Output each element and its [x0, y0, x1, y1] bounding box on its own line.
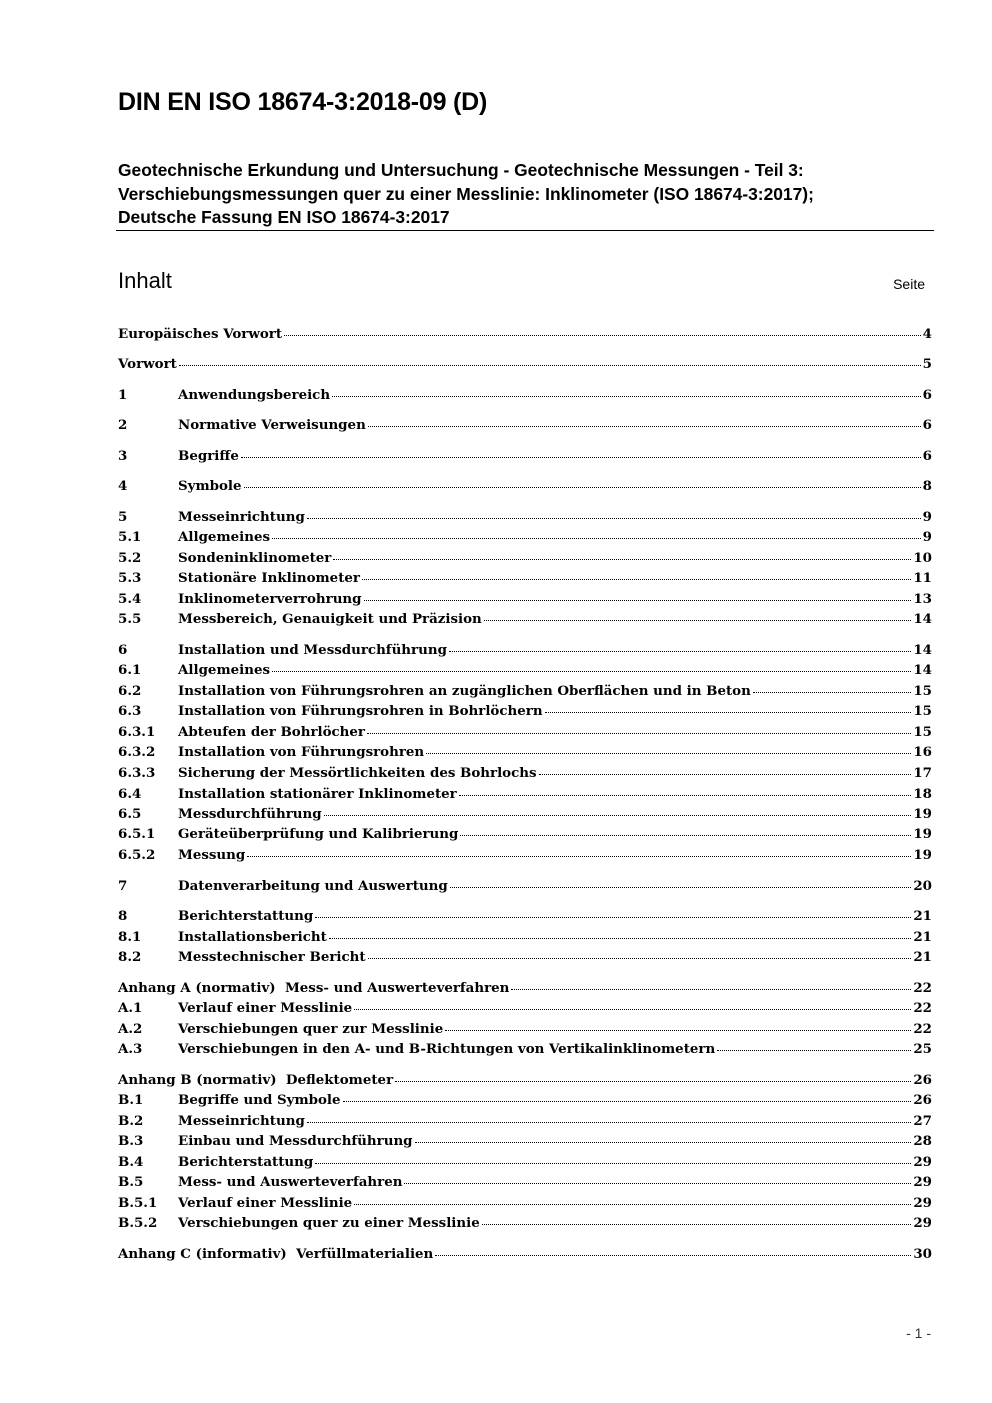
toc-leader-dots — [324, 815, 912, 816]
toc-entry-number: 6.2 — [118, 683, 142, 699]
toc-entry-text: Messung — [178, 847, 246, 863]
toc-entry-page: 6 — [922, 417, 932, 433]
toc-entry[interactable] — [118, 806, 932, 826]
toc-entry-text: Anwendungsbereich — [178, 387, 331, 403]
toc-entry-number: 2 — [118, 417, 128, 433]
subtitle-line: Deutsche Fassung EN ISO 18674-3:2017 — [118, 207, 450, 227]
toc-entry-text: Installation und Messdurchführung — [178, 642, 447, 658]
toc-entry-text: Begriffe — [178, 448, 239, 464]
toc-entry-page: 15 — [913, 703, 932, 719]
toc-leader-dots — [284, 335, 921, 336]
toc-entry-page: 28 — [913, 1133, 932, 1149]
toc-entry-number: 3 — [118, 448, 128, 464]
toc-entry[interactable] — [118, 591, 932, 611]
toc-entry-page: 4 — [922, 326, 932, 342]
toc-entry-text: Stationäre Inklinometer — [178, 570, 360, 586]
toc-leader-dots — [484, 620, 912, 621]
toc-entry-text: Messbereich, Genauigkeit und Präzision — [178, 611, 482, 627]
toc-entry[interactable] — [118, 1195, 932, 1215]
toc-entry-number: 6.5.2 — [118, 847, 156, 863]
toc-entry-page: 11 — [913, 570, 932, 586]
toc-leader-dots — [450, 887, 912, 888]
toc-entry-page: 26 — [913, 1092, 932, 1108]
toc-entry-page: 6 — [922, 387, 932, 403]
toc-entry-number: 8 — [118, 908, 128, 924]
toc-entry[interactable] — [118, 1246, 932, 1266]
toc-entry[interactable] — [118, 703, 932, 723]
toc-entry-page: 20 — [913, 878, 932, 894]
toc-entry-text: Mess- und Auswerteverfahren — [178, 1174, 403, 1190]
toc-leader-dots — [717, 1050, 911, 1051]
toc-entry-text: Messeinrichtung — [178, 1113, 305, 1129]
toc-entry-text: Einbau und Messdurchführung — [178, 1133, 413, 1149]
toc-entry-page: 16 — [913, 744, 932, 760]
toc-entry-text: Abteufen der Bohrlöcher — [178, 724, 365, 740]
toc-entry-page: 9 — [922, 529, 932, 545]
toc-entry-number: B.3 — [118, 1133, 144, 1149]
toc-leader-dots — [307, 518, 921, 519]
toc-entry-number: 6.4 — [118, 786, 142, 802]
toc-entry[interactable] — [118, 1113, 932, 1133]
toc-leader-dots — [435, 1255, 911, 1256]
toc-entry[interactable] — [118, 478, 932, 498]
toc-entry[interactable] — [118, 1021, 932, 1041]
toc-entry-page: 29 — [913, 1154, 932, 1170]
toc-entry-text: Anhang B (normativ) Deflektometer — [118, 1072, 394, 1088]
toc-leader-dots — [539, 774, 912, 775]
page-number: - 1 - — [906, 1325, 931, 1341]
toc-entry-number: 4 — [118, 478, 128, 494]
toc-entry-page: 15 — [913, 683, 932, 699]
toc-leader-dots — [354, 1009, 911, 1010]
toc-entry[interactable] — [118, 744, 932, 764]
toc-entry-number: 5.3 — [118, 570, 142, 586]
toc-entry-text: Messdurchführung — [178, 806, 322, 822]
toc-entry-number: 6.1 — [118, 662, 142, 678]
toc-leader-dots — [354, 1204, 911, 1205]
toc-entry-page: 25 — [913, 1041, 932, 1057]
subtitle-line: Geotechnische Erkundung und Untersuchung - Geotechnische Messungen - Teil 3: — [118, 160, 804, 180]
toc-entry[interactable] — [118, 765, 932, 785]
toc-leader-dots — [272, 538, 921, 539]
toc-entry-text: Installation von Führungsrohren in Bohrlöchern — [178, 703, 543, 719]
toc-leader-dots — [332, 396, 921, 397]
toc-entry[interactable] — [118, 1092, 932, 1112]
toc-leader-dots — [482, 1224, 912, 1225]
toc-entry[interactable] — [118, 847, 932, 867]
toc-leader-dots — [395, 1081, 911, 1082]
toc-entry[interactable] — [118, 509, 932, 529]
toc-entry-text: Verlauf einer Messlinie — [178, 1195, 353, 1211]
toc-entry-page: 17 — [913, 765, 932, 781]
toc-entry-page: 30 — [913, 1246, 932, 1262]
toc-leader-dots — [315, 917, 911, 918]
toc-entry-text: Symbole — [178, 478, 242, 494]
toc-leader-dots — [179, 365, 921, 366]
toc-leader-dots — [460, 835, 911, 836]
toc-leader-dots — [272, 671, 911, 672]
toc-leader-dots — [753, 692, 912, 693]
toc-entry[interactable] — [118, 611, 932, 631]
toc-entry-page: 22 — [913, 1000, 932, 1016]
toc-entry-number: 1 — [118, 387, 128, 403]
toc-entry-text: Sicherung der Messörtlichkeiten des Bohrlochs — [178, 765, 537, 781]
toc-entry-text: Verschiebungen in den A- und B-Richtungen von Vertikalinklinometern — [178, 1041, 716, 1057]
toc-entry[interactable] — [118, 1174, 932, 1194]
toc-entry[interactable] — [118, 570, 932, 590]
toc-entry[interactable] — [118, 878, 932, 898]
toc-entry-page: 26 — [913, 1072, 932, 1088]
toc-entry-page: 19 — [913, 826, 932, 842]
toc-entry-page: 19 — [913, 847, 932, 863]
toc-entry-text: Messtechnischer Bericht — [178, 949, 366, 965]
toc-entry-text: Inklinometerverrohrung — [178, 591, 362, 607]
toc-leader-dots — [368, 426, 921, 427]
toc-entry-page: 13 — [913, 591, 932, 607]
toc-entry-text: Verschiebungen quer zu einer Messlinie — [178, 1215, 480, 1231]
toc-leader-dots — [459, 795, 912, 796]
toc-entry-number: A.2 — [118, 1021, 143, 1037]
toc-entry-number: 5.1 — [118, 529, 142, 545]
title-divider — [116, 230, 934, 231]
toc-entry-number: 6.5 — [118, 806, 142, 822]
toc-entry-text: Begriffe und Symbole — [178, 1092, 341, 1108]
toc-leader-dots — [511, 989, 911, 990]
toc-entry-number: B.2 — [118, 1113, 144, 1129]
toc-leader-dots — [241, 457, 921, 458]
toc-entry-text: Vorwort — [118, 356, 177, 372]
toc-leader-dots — [362, 579, 911, 580]
toc-leader-dots — [368, 958, 912, 959]
toc-entry-text: Installationsbericht — [178, 929, 327, 945]
toc-entry[interactable] — [118, 826, 932, 846]
toc-leader-dots — [367, 733, 911, 734]
toc-entry-text: Allgemeines — [178, 529, 271, 545]
toc-entry-number: 5.2 — [118, 550, 142, 566]
toc-leader-dots — [307, 1122, 912, 1123]
toc-leader-dots — [333, 559, 911, 560]
toc-leader-dots — [343, 1101, 912, 1102]
toc-entry-text: Allgemeines — [178, 662, 271, 678]
toc-entry-page: 27 — [913, 1113, 932, 1129]
toc-entry-number: B.5.2 — [118, 1215, 158, 1231]
toc-entry-text: Messeinrichtung — [178, 509, 305, 525]
toc-entry-text: Anhang A (normativ) Mess- und Auswerteverfahren — [118, 980, 510, 996]
toc-entry-text: Normative Verweisungen — [178, 417, 366, 433]
toc-entry-text: Installation von Führungsrohren an zugänglichen Oberflächen und in Beton — [178, 683, 751, 699]
toc-entry[interactable] — [118, 683, 932, 703]
toc-entry-text: Berichterstattung — [178, 1154, 314, 1170]
toc-entry-number: 6.3.1 — [118, 724, 156, 740]
toc-entry-text: Geräteüberprüfung und Kalibrierung — [178, 826, 459, 842]
toc-entry[interactable] — [118, 980, 932, 1000]
toc-entry-page: 5 — [922, 356, 932, 372]
toc-entry-text: Datenverarbeitung und Auswertung — [178, 878, 448, 894]
toc-entry[interactable] — [118, 929, 932, 949]
toc-entry[interactable] — [118, 387, 932, 407]
toc-leader-dots — [449, 651, 911, 652]
toc-leader-dots — [364, 600, 912, 601]
toc-entry[interactable] — [118, 908, 932, 928]
toc-entry-page: 22 — [913, 1021, 932, 1037]
toc-entry[interactable] — [118, 1215, 932, 1235]
toc-entry-text: Berichterstattung — [178, 908, 314, 924]
toc-leader-dots — [545, 712, 912, 713]
toc-leader-dots — [244, 487, 921, 488]
toc-entry-page: 29 — [913, 1195, 932, 1211]
subtitle-line: Verschiebungsmessungen quer zu einer Messlinie: Inklinometer (ISO 18674-3:2017); — [118, 183, 814, 204]
toc-entry-number: 5.5 — [118, 611, 142, 627]
toc-entry[interactable] — [118, 356, 932, 376]
toc-entry[interactable] — [118, 724, 932, 744]
toc-entry[interactable] — [118, 1072, 932, 1092]
toc-entry-page: 19 — [913, 806, 932, 822]
toc-entry-page: 9 — [922, 509, 932, 525]
toc-entry[interactable] — [118, 1133, 932, 1153]
toc-entry[interactable] — [118, 1154, 932, 1174]
toc-heading: Inhalt — [118, 268, 172, 293]
toc-entry-number: B.5.1 — [118, 1195, 158, 1211]
toc-leader-dots — [404, 1183, 911, 1184]
toc-entry[interactable] — [118, 550, 932, 570]
toc-entry[interactable] — [118, 662, 932, 682]
toc-entry-page: 14 — [913, 662, 932, 678]
toc-leader-dots — [415, 1142, 912, 1143]
toc-entry-number: 6.3.2 — [118, 744, 156, 760]
toc-entry-page: 10 — [913, 550, 932, 566]
toc-entry-number: 6.5.1 — [118, 826, 156, 842]
toc-entry-number: A.1 — [118, 1000, 143, 1016]
toc-entry-number: 6.3 — [118, 703, 142, 719]
toc-entry-page: 14 — [913, 611, 932, 627]
toc-leader-dots — [329, 938, 912, 939]
toc-leader-dots — [247, 856, 911, 857]
toc-entry-page: 14 — [913, 642, 932, 658]
toc-entry-page: 6 — [922, 448, 932, 464]
toc-entry-text: Installation von Führungsrohren — [178, 744, 425, 760]
toc-entry-number: B.1 — [118, 1092, 144, 1108]
toc-entry[interactable] — [118, 786, 932, 806]
document-subtitle — [118, 159, 936, 230]
toc-entry-page: 8 — [922, 478, 932, 494]
toc-entry[interactable] — [118, 1000, 932, 1020]
toc-entry-number: 7 — [118, 878, 128, 894]
toc-entry[interactable] — [118, 448, 932, 468]
toc-entry-number: A.3 — [118, 1041, 143, 1057]
toc-entry[interactable] — [118, 1041, 932, 1061]
toc-entry-number: 5 — [118, 509, 128, 525]
toc-entry[interactable] — [118, 642, 932, 662]
toc-entry-text: Europäisches Vorwort — [118, 326, 283, 342]
toc-entry[interactable] — [118, 949, 932, 969]
toc-leader-dots — [315, 1163, 911, 1164]
toc-entry-text: Sondeninklinometer — [178, 550, 332, 566]
toc-entry-text: Installation stationärer Inklinometer — [178, 786, 457, 802]
toc-entry[interactable] — [118, 417, 932, 437]
toc-entry-page: 29 — [913, 1174, 932, 1190]
toc-entry-number: B.4 — [118, 1154, 144, 1170]
toc-leader-dots — [445, 1030, 911, 1031]
toc-leader-dots — [426, 753, 911, 754]
toc-entry-text: Anhang C (informativ) Verfüllmaterialien — [118, 1246, 434, 1262]
toc-entry[interactable] — [118, 529, 932, 549]
document-title: DIN EN ISO 18674-3:2018-09 (D) — [118, 88, 488, 116]
toc-entry-number: 8.1 — [118, 929, 142, 945]
toc-entry-page: 15 — [913, 724, 932, 740]
toc-entry-page: 21 — [913, 949, 932, 965]
toc-entry-number: 5.4 — [118, 591, 142, 607]
toc-entry-number: 8.2 — [118, 949, 142, 965]
toc-entry[interactable] — [118, 326, 932, 346]
toc-entry-page: 21 — [913, 908, 932, 924]
toc-entry-page: 21 — [913, 929, 932, 945]
toc-entry-page: 18 — [913, 786, 932, 802]
toc-entry-number: B.5 — [118, 1174, 144, 1190]
page-column-label: Seite — [893, 276, 925, 292]
toc-entry-page: 22 — [913, 980, 932, 996]
toc-entry-text: Verlauf einer Messlinie — [178, 1000, 353, 1016]
toc-entry-number: 6.3.3 — [118, 765, 156, 781]
toc-entry-number: 6 — [118, 642, 128, 658]
toc-entry-page: 29 — [913, 1215, 932, 1231]
toc-entry-text: Verschiebungen quer zur Messlinie — [178, 1021, 444, 1037]
